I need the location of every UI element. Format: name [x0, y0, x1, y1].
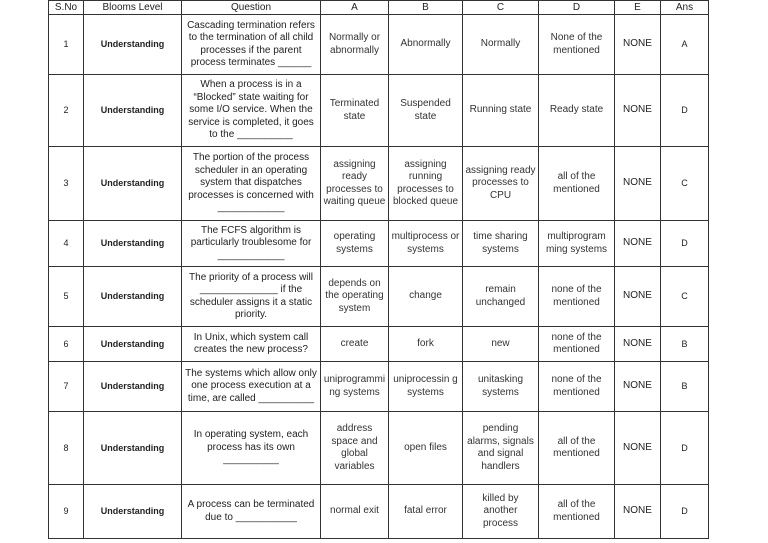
blooms-level-cell: Understanding	[84, 485, 182, 539]
option-d-cell: none of the mentioned	[539, 267, 615, 327]
answer-cell: C	[661, 147, 709, 221]
option-e-cell: NONE	[615, 412, 661, 485]
sno-cell: 5	[49, 267, 84, 327]
question-cell: The FCFS algorithm is particularly troublesome for ____________	[182, 221, 321, 267]
answer-cell: D	[661, 75, 709, 147]
table-row	[49, 221, 709, 267]
option-c-cell: assigning ready processes to CPU	[463, 147, 539, 221]
table-row	[49, 412, 709, 485]
option-e-cell: NONE	[615, 485, 661, 539]
sno-cell: 4	[49, 221, 84, 267]
option-d-cell: all of the mentioned	[539, 412, 615, 485]
option-b-cell: assigning running processes to blocked queue	[389, 147, 463, 221]
option-b-cell: uniprocessin g systems	[389, 362, 463, 412]
table-row	[49, 327, 709, 362]
option-b-cell: open files	[389, 412, 463, 485]
option-a-cell: address space and global variables	[321, 412, 389, 485]
option-b-cell: fork	[389, 327, 463, 362]
option-e-cell: NONE	[615, 221, 661, 267]
answer-cell: D	[661, 485, 709, 539]
option-e-cell: NONE	[615, 362, 661, 412]
sno-cell: 8	[49, 412, 84, 485]
option-c-cell: new	[463, 327, 539, 362]
answer-cell: D	[661, 221, 709, 267]
option-c-cell: Normally	[463, 15, 539, 75]
option-e-cell: NONE	[615, 327, 661, 362]
question-cell: In operating system, each process has its own __________	[182, 412, 321, 485]
table-row	[49, 75, 709, 147]
option-a-cell: normal exit	[321, 485, 389, 539]
header-sno: S.No	[49, 1, 84, 15]
table-row	[49, 15, 709, 75]
table-row	[49, 267, 709, 327]
header-blooms-level: Blooms Level	[84, 1, 182, 15]
option-e-cell: NONE	[615, 75, 661, 147]
option-a-cell: uniprogrammi ng systems	[321, 362, 389, 412]
option-c-cell: Running state	[463, 75, 539, 147]
question-cell: The systems which allow only one process execution at a time, are called __________	[182, 362, 321, 412]
header-d: D	[539, 1, 615, 15]
table-row	[49, 485, 709, 539]
option-d-cell: none of the mentioned	[539, 362, 615, 412]
sno-cell: 1	[49, 15, 84, 75]
option-c-cell: pending alarms, signals and signal handlers	[463, 412, 539, 485]
sno-cell: 7	[49, 362, 84, 412]
blooms-level-cell: Understanding	[84, 362, 182, 412]
option-a-cell: create	[321, 327, 389, 362]
option-b-cell: change	[389, 267, 463, 327]
option-c-cell: unitasking systems	[463, 362, 539, 412]
blooms-level-cell: Understanding	[84, 15, 182, 75]
header-ans: Ans	[661, 1, 709, 15]
answer-cell: B	[661, 362, 709, 412]
question-cell: Cascading termination refers to the termination of all child processes if the parent process terminates ______	[182, 15, 321, 75]
option-a-cell: operating systems	[321, 221, 389, 267]
header-b: B	[389, 1, 463, 15]
option-c-cell: remain unchanged	[463, 267, 539, 327]
option-b-cell: Abnormally	[389, 15, 463, 75]
sno-cell: 3	[49, 147, 84, 221]
option-a-cell: depends on the operating system	[321, 267, 389, 327]
table-row	[49, 362, 709, 412]
option-d-cell: none of the mentioned	[539, 327, 615, 362]
header-row	[49, 1, 709, 15]
option-b-cell: Suspended state	[389, 75, 463, 147]
question-cell: The priority of a process will ______________ if the scheduler assigns it a static priority.	[182, 267, 321, 327]
header-question: Question	[182, 1, 321, 15]
question-cell: In Unix, which system call creates the new process?	[182, 327, 321, 362]
blooms-level-cell: Understanding	[84, 75, 182, 147]
option-e-cell: NONE	[615, 15, 661, 75]
sno-cell: 6	[49, 327, 84, 362]
blooms-level-cell: Understanding	[84, 267, 182, 327]
option-c-cell: killed by another process	[463, 485, 539, 539]
option-e-cell: NONE	[615, 267, 661, 327]
blooms-level-cell: Understanding	[84, 147, 182, 221]
question-cell: When a process is in a “Blocked” state waiting for some I/O service. When the service is completed, it goes to the __________	[182, 75, 321, 147]
header-a: A	[321, 1, 389, 15]
table-row	[49, 147, 709, 221]
option-a-cell: Terminated state	[321, 75, 389, 147]
header-c: C	[463, 1, 539, 15]
option-a-cell: Normally or abnormally	[321, 15, 389, 75]
header-e: E	[615, 1, 661, 15]
blooms-level-cell: Understanding	[84, 327, 182, 362]
answer-cell: D	[661, 412, 709, 485]
question-cell: A process can be terminated due to ___________	[182, 485, 321, 539]
answer-cell: B	[661, 327, 709, 362]
option-d-cell: None of the mentioned	[539, 15, 615, 75]
option-d-cell: all of the mentioned	[539, 147, 615, 221]
option-b-cell: multiprocess or systems	[389, 221, 463, 267]
option-b-cell: fatal error	[389, 485, 463, 539]
blooms-level-cell: Understanding	[84, 221, 182, 267]
option-d-cell: multiprogram ming systems	[539, 221, 615, 267]
mcq-table	[48, 0, 709, 539]
sno-cell: 9	[49, 485, 84, 539]
option-d-cell: Ready state	[539, 75, 615, 147]
answer-cell: A	[661, 15, 709, 75]
blooms-level-cell: Understanding	[84, 412, 182, 485]
option-e-cell: NONE	[615, 147, 661, 221]
answer-cell: C	[661, 267, 709, 327]
sno-cell: 2	[49, 75, 84, 147]
option-a-cell: assigning ready processes to waiting queue	[321, 147, 389, 221]
option-c-cell: time sharing systems	[463, 221, 539, 267]
question-cell: The portion of the process scheduler in an operating system that dispatches processes is concerned with ____________	[182, 147, 321, 221]
option-d-cell: all of the mentioned	[539, 485, 615, 539]
